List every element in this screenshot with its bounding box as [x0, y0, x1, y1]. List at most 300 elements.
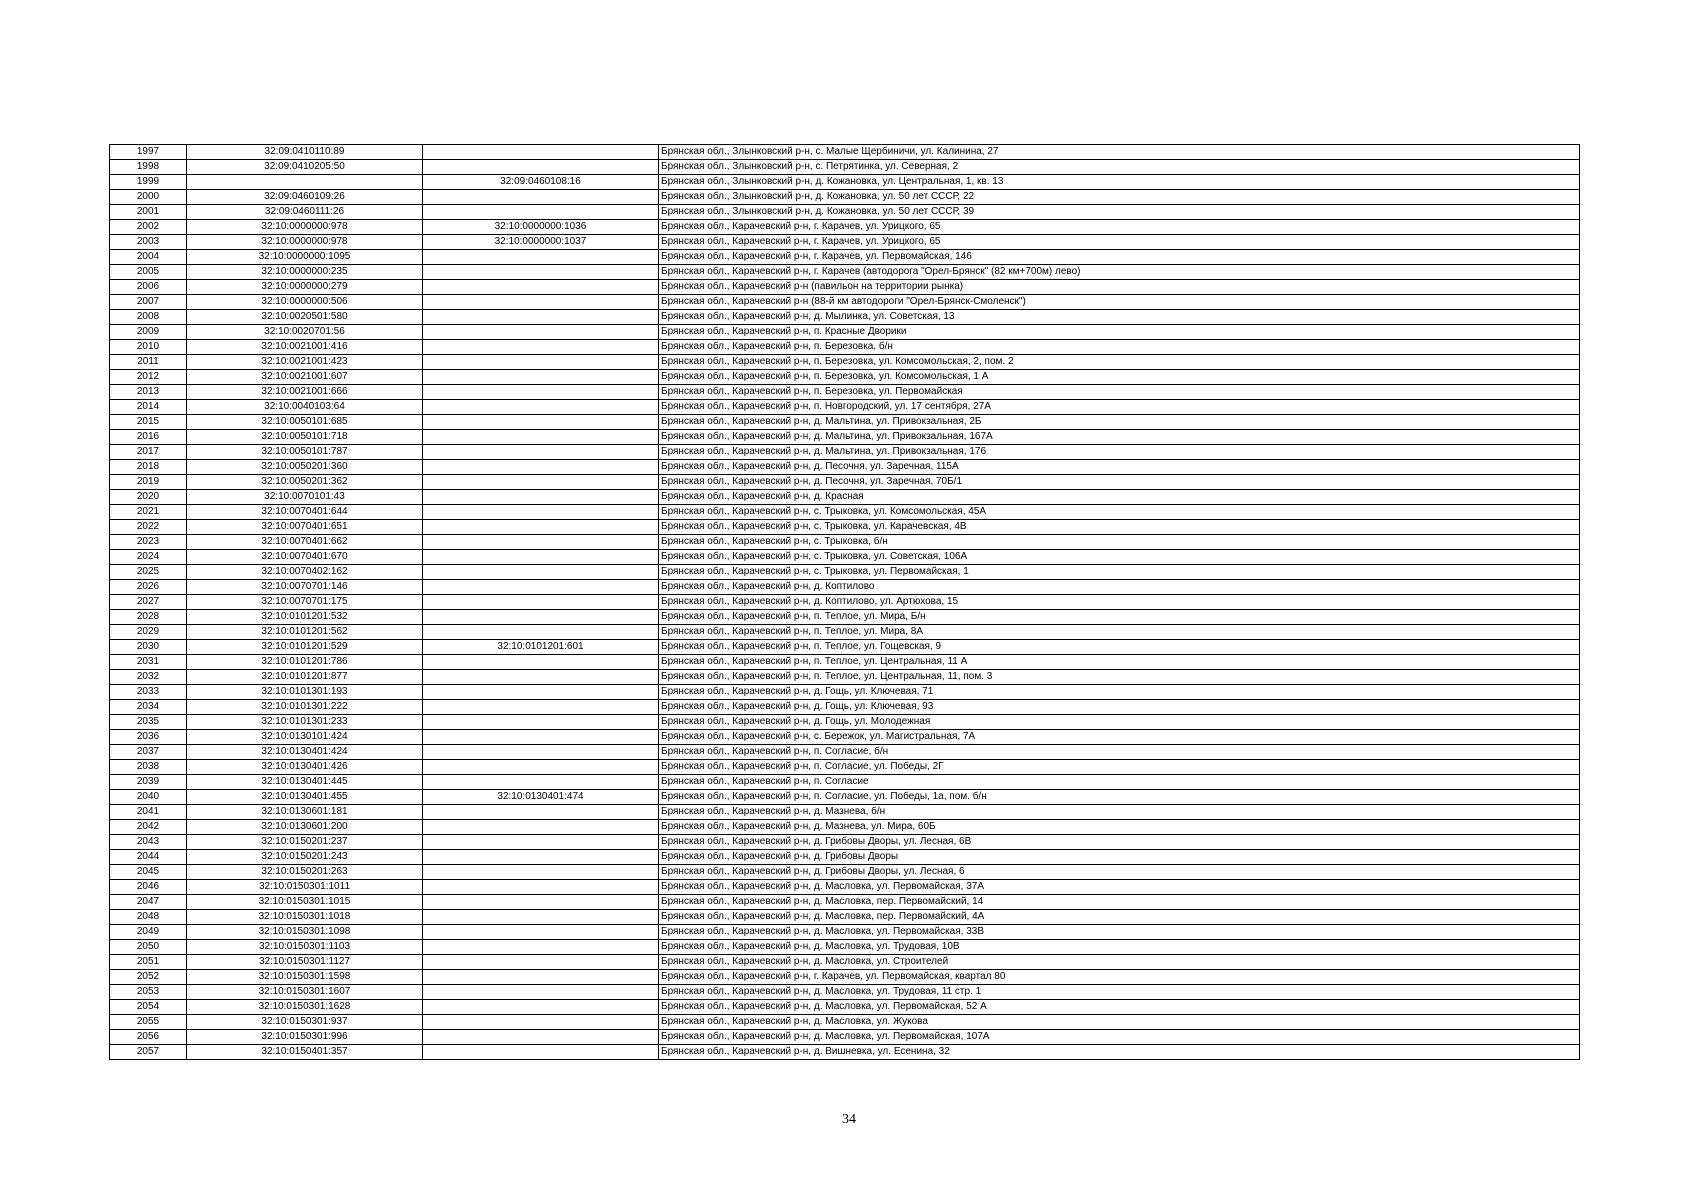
table-row: [110, 190, 1580, 205]
table-row: [110, 595, 1580, 610]
cadastral-number-cell: 32:10:0000000:978: [187, 235, 423, 250]
address-cell: Брянская обл., Карачевский р-н, п. Согласие, ул. Победы, 2Г: [659, 760, 1580, 775]
table-row: [110, 475, 1580, 490]
table-row: [110, 790, 1580, 805]
cadastral-number-cell: 32:10:0130401:445: [187, 775, 423, 790]
table-row: [110, 835, 1580, 850]
address-cell: Брянская обл., Карачевский р-н, д. Масловка, ул. Жукова: [659, 1015, 1580, 1030]
table-row: [110, 490, 1580, 505]
related-cadastral-number-cell: [423, 430, 659, 445]
table-row: [110, 1030, 1580, 1045]
related-cadastral-number-cell: [423, 850, 659, 865]
row-number-cell: 2009: [110, 325, 187, 340]
row-number-cell: 2027: [110, 595, 187, 610]
table-row: [110, 1000, 1580, 1015]
row-number-cell: 2026: [110, 580, 187, 595]
related-cadastral-number-cell: [423, 280, 659, 295]
cadastral-number-cell: 32:10:0130601:181: [187, 805, 423, 820]
related-cadastral-number-cell: [423, 160, 659, 175]
table-row: [110, 820, 1580, 835]
table-row: [110, 430, 1580, 445]
row-number-cell: 1997: [110, 145, 187, 160]
cadastral-number-cell: 32:10:0150301:1015: [187, 895, 423, 910]
address-cell: Брянская обл., Карачевский р-н, д. Мазнева, б/н: [659, 805, 1580, 820]
related-cadastral-number-cell: [423, 595, 659, 610]
row-number-cell: 2004: [110, 250, 187, 265]
table-row: [110, 745, 1580, 760]
related-cadastral-number-cell: [423, 685, 659, 700]
related-cadastral-number-cell: [423, 580, 659, 595]
cadastral-number-cell: 32:10:0101301:222: [187, 700, 423, 715]
cadastral-number-cell: 32:10:0070701:175: [187, 595, 423, 610]
related-cadastral-number-cell: [423, 340, 659, 355]
row-number-cell: 2019: [110, 475, 187, 490]
related-cadastral-number-cell: [423, 535, 659, 550]
address-cell: Брянская обл., Карачевский р-н, п. Согласие, ул. Победы, 1а, пом. б/н: [659, 790, 1580, 805]
related-cadastral-number-cell: [423, 670, 659, 685]
address-cell: Брянская обл., Карачевский р-н, д. Красная: [659, 490, 1580, 505]
address-cell: Брянская обл., Карачевский р-н, п. Березовка, ул. Первомайская: [659, 385, 1580, 400]
address-cell: Брянская обл., Карачевский р-н, п. Новгородский, ул. 17 сентября, 27А: [659, 400, 1580, 415]
row-number-cell: 2052: [110, 970, 187, 985]
address-cell: Брянская обл., Карачевский р-н, д. Масловка, ул. Первомайская, 52 А: [659, 1000, 1580, 1015]
row-number-cell: 2005: [110, 265, 187, 280]
cadastral-number-cell: 32:10:0050101:787: [187, 445, 423, 460]
row-number-cell: 2014: [110, 400, 187, 415]
related-cadastral-number-cell: [423, 985, 659, 1000]
row-number-cell: 2018: [110, 460, 187, 475]
table-row: [110, 460, 1580, 475]
address-cell: Брянская обл., Карачевский р-н, д. Вишневка, ул. Есенина, 32: [659, 1045, 1580, 1060]
row-number-cell: 2010: [110, 340, 187, 355]
table-row: [110, 940, 1580, 955]
related-cadastral-number-cell: [423, 625, 659, 640]
related-cadastral-number-cell: [423, 250, 659, 265]
cadastral-number-cell: 32:10:0070401:662: [187, 535, 423, 550]
table-row: [110, 760, 1580, 775]
address-cell: Брянская обл., Карачевский р-н, д. Гощь, ул. Ключевая, 93: [659, 700, 1580, 715]
address-cell: Брянская обл., Злынковский р-н, с. Малые Щербиничи, ул. Калинина, 27: [659, 145, 1580, 160]
cadastral-number-cell: 32:10:0000000:978: [187, 220, 423, 235]
row-number-cell: 2048: [110, 910, 187, 925]
table-row: [110, 1015, 1580, 1030]
address-cell: Брянская обл., Карачевский р-н, с. Трыковка, ул. Первомайская, 1: [659, 565, 1580, 580]
related-cadastral-number-cell: [423, 460, 659, 475]
cadastral-number-cell: 32:10:0101201:532: [187, 610, 423, 625]
table-row: [110, 520, 1580, 535]
row-number-cell: 2046: [110, 880, 187, 895]
related-cadastral-number-cell: [423, 880, 659, 895]
cadastral-number-cell: 32:10:0070401:644: [187, 505, 423, 520]
address-cell: Брянская обл., Карачевский р-н, д. Масловка, ул. Трудовая, 10В: [659, 940, 1580, 955]
table-row: [110, 850, 1580, 865]
address-cell: Брянская обл., Карачевский р-н, п. Теплое, ул. Центральная, 11, пом. 3: [659, 670, 1580, 685]
cadastral-number-cell: 32:10:0130101:424: [187, 730, 423, 745]
cadastral-number-cell: 32:10:0021001:423: [187, 355, 423, 370]
table-row: [110, 910, 1580, 925]
related-cadastral-number-cell: [423, 310, 659, 325]
row-number-cell: 2031: [110, 655, 187, 670]
cadastral-number-cell: 32:10:0101301:193: [187, 685, 423, 700]
related-cadastral-number-cell: [423, 955, 659, 970]
address-cell: Брянская обл., Карачевский р-н, п. Согласие: [659, 775, 1580, 790]
cadastral-number-cell: 32:10:0040103:64: [187, 400, 423, 415]
cadastral-number-cell: 32:10:0130401:424: [187, 745, 423, 760]
cadastral-number-cell: 32:10:0150201:263: [187, 865, 423, 880]
related-cadastral-number-cell: [423, 370, 659, 385]
cadastral-number-cell: 32:10:0070101:43: [187, 490, 423, 505]
row-number-cell: 2040: [110, 790, 187, 805]
address-cell: Брянская обл., Карачевский р-н, с. Трыковка, ул. Карачевская, 4В: [659, 520, 1580, 535]
address-cell: Брянская обл., Злынковский р-н, д. Кожановка, ул. Центральная, 1, кв. 13: [659, 175, 1580, 190]
cadastral-number-cell: 32:10:0101201:877: [187, 670, 423, 685]
address-cell: Брянская обл., Злынковский р-н, с. Петрятинка, ул. Северная, 2: [659, 160, 1580, 175]
property-register-table: [109, 144, 1580, 1060]
related-cadastral-number-cell: [423, 820, 659, 835]
table-row: [110, 970, 1580, 985]
cadastral-number-cell: 32:09:0460109:26: [187, 190, 423, 205]
cadastral-number-cell: 32:10:0130401:455: [187, 790, 423, 805]
related-cadastral-number-cell: [423, 490, 659, 505]
cadastral-number-cell: 32:10:0021001:666: [187, 385, 423, 400]
table-row: [110, 445, 1580, 460]
row-number-cell: 2044: [110, 850, 187, 865]
row-number-cell: 2050: [110, 940, 187, 955]
row-number-cell: 2022: [110, 520, 187, 535]
related-cadastral-number-cell: 32:10:0000000:1037: [423, 235, 659, 250]
address-cell: Брянская обл., Карачевский р-н, п. Березовка, ул. Комсомольская, 1 А: [659, 370, 1580, 385]
table-row: [110, 250, 1580, 265]
table-row: [110, 580, 1580, 595]
address-cell: Брянская обл., Карачевский р-н, д. Мальтина, ул. Привокзальная, 176: [659, 445, 1580, 460]
cadastral-number-cell: 32:10:0070401:670: [187, 550, 423, 565]
address-cell: Брянская обл., Карачевский р-н, д. Масловка, пер. Первомайский, 4А: [659, 910, 1580, 925]
address-cell: Брянская обл., Карачевский р-н, с. Трыковка, б/н: [659, 535, 1580, 550]
table-row: [110, 205, 1580, 220]
row-number-cell: 2029: [110, 625, 187, 640]
table-row: [110, 685, 1580, 700]
table-row: [110, 610, 1580, 625]
cadastral-number-cell: 32:10:0150301:937: [187, 1015, 423, 1030]
address-cell: Брянская обл., Карачевский р-н, д. Мылинка, ул. Советская, 13: [659, 310, 1580, 325]
address-cell: Брянская обл., Карачевский р-н, д. Мазнева, ул. Мира, 60Б: [659, 820, 1580, 835]
row-number-cell: 2055: [110, 1015, 187, 1030]
row-number-cell: 2032: [110, 670, 187, 685]
table-row: [110, 955, 1580, 970]
table-row: [110, 325, 1580, 340]
related-cadastral-number-cell: [423, 835, 659, 850]
cadastral-number-cell: 32:10:0101201:529: [187, 640, 423, 655]
cadastral-number-cell: 32:10:0070701:146: [187, 580, 423, 595]
row-number-cell: 2015: [110, 415, 187, 430]
cadastral-number-cell: 32:10:0130401:426: [187, 760, 423, 775]
table-row: [110, 340, 1580, 355]
related-cadastral-number-cell: 32:10:0000000:1036: [423, 220, 659, 235]
row-number-cell: 2003: [110, 235, 187, 250]
related-cadastral-number-cell: [423, 715, 659, 730]
row-number-cell: 2000: [110, 190, 187, 205]
table-row: [110, 235, 1580, 250]
table-row: [110, 925, 1580, 940]
row-number-cell: 2023: [110, 535, 187, 550]
address-cell: Брянская обл., Карачевский р-н, д. Мальтина, ул. Привокзальная, 2Б: [659, 415, 1580, 430]
address-cell: Брянская обл., Карачевский р-н, с. Трыковка, ул. Советская, 106А: [659, 550, 1580, 565]
row-number-cell: 2025: [110, 565, 187, 580]
address-cell: Брянская обл., Карачевский р-н, п. Красные Дворики: [659, 325, 1580, 340]
row-number-cell: 1999: [110, 175, 187, 190]
cadastral-number-cell: 32:10:0150301:1607: [187, 985, 423, 1000]
related-cadastral-number-cell: [423, 775, 659, 790]
address-cell: Брянская обл., Карачевский р-н, д. Масловка, ул. Первомайская, 107А: [659, 1030, 1580, 1045]
row-number-cell: 2013: [110, 385, 187, 400]
table-row: [110, 640, 1580, 655]
row-number-cell: 2035: [110, 715, 187, 730]
register-body: [110, 145, 1580, 1060]
address-cell: Брянская обл., Карачевский р-н, п. Теплое, ул. Мира, Б/н: [659, 610, 1580, 625]
related-cadastral-number-cell: [423, 1030, 659, 1045]
row-number-cell: 2002: [110, 220, 187, 235]
row-number-cell: 2053: [110, 985, 187, 1000]
row-number-cell: 2047: [110, 895, 187, 910]
cadastral-number-cell: 32:10:0000000:506: [187, 295, 423, 310]
row-number-cell: 2043: [110, 835, 187, 850]
address-cell: Брянская обл., Карачевский р-н, г. Карачев, ул. Первомайская, 146: [659, 250, 1580, 265]
cadastral-number-cell: 32:10:0020701:56: [187, 325, 423, 340]
cadastral-number-cell: 32:10:0070401:651: [187, 520, 423, 535]
related-cadastral-number-cell: [423, 655, 659, 670]
row-number-cell: 2036: [110, 730, 187, 745]
address-cell: Брянская обл., Карачевский р-н, г. Карачев, ул. Урицкого, 65: [659, 235, 1580, 250]
related-cadastral-number-cell: [423, 940, 659, 955]
related-cadastral-number-cell: 32:10:0101201:601: [423, 640, 659, 655]
cadastral-number-cell: 32:10:0130601:200: [187, 820, 423, 835]
cadastral-number-cell: 32:09:0410205:50: [187, 160, 423, 175]
table-row: [110, 730, 1580, 745]
row-number-cell: 2008: [110, 310, 187, 325]
table-row: [110, 295, 1580, 310]
address-cell: Брянская обл., Карачевский р-н, д. Песочня, ул. Заречная, 115А: [659, 460, 1580, 475]
cadastral-number-cell: 32:10:0150301:1127: [187, 955, 423, 970]
related-cadastral-number-cell: [423, 895, 659, 910]
page-number: 34: [842, 1112, 856, 1127]
row-number-cell: 2007: [110, 295, 187, 310]
related-cadastral-number-cell: [423, 865, 659, 880]
cadastral-number-cell: 32:10:0000000:279: [187, 280, 423, 295]
address-cell: Брянская обл., Карачевский р-н, с. Бережок, ул. Магистральная, 7А: [659, 730, 1580, 745]
related-cadastral-number-cell: [423, 205, 659, 220]
related-cadastral-number-cell: [423, 355, 659, 370]
row-number-cell: 2021: [110, 505, 187, 520]
related-cadastral-number-cell: [423, 610, 659, 625]
table-row: [110, 280, 1580, 295]
cadastral-number-cell: 32:10:0150301:1018: [187, 910, 423, 925]
related-cadastral-number-cell: [423, 745, 659, 760]
table-row: [110, 805, 1580, 820]
table-row: [110, 535, 1580, 550]
address-cell: Брянская обл., Карачевский р-н, п. Теплое, ул. Центральная, 11 А: [659, 655, 1580, 670]
table-row: [110, 880, 1580, 895]
address-cell: Брянская обл., Карачевский р-н, г. Карачев, ул. Урицкого, 65: [659, 220, 1580, 235]
address-cell: Брянская обл., Карачевский р-н, п. Теплое, ул. Мира, 8А: [659, 625, 1580, 640]
table-row: [110, 670, 1580, 685]
related-cadastral-number-cell: [423, 475, 659, 490]
related-cadastral-number-cell: [423, 265, 659, 280]
cadastral-number-cell: [187, 175, 423, 190]
address-cell: Брянская обл., Карачевский р-н, г. Карачев, ул. Первомайская, квартал 80: [659, 970, 1580, 985]
cadastral-number-cell: 32:10:0150301:1011: [187, 880, 423, 895]
table-row: [110, 625, 1580, 640]
related-cadastral-number-cell: [423, 925, 659, 940]
cadastral-number-cell: 32:09:0460111:26: [187, 205, 423, 220]
row-number-cell: 2012: [110, 370, 187, 385]
table-row: [110, 505, 1580, 520]
address-cell: Брянская обл., Карачевский р-н, с. Трыковка, ул. Комсомольская, 45А: [659, 505, 1580, 520]
address-cell: Брянская обл., Карачевский р-н, г. Карачев (автодорога "Орел-Брянск" (82 км+700м) лево): [659, 265, 1580, 280]
table-row: [110, 175, 1580, 190]
cadastral-number-cell: 32:10:0150301:1103: [187, 940, 423, 955]
table-row: [110, 565, 1580, 580]
table-row: [110, 220, 1580, 235]
row-number-cell: 2020: [110, 490, 187, 505]
table-row: [110, 265, 1580, 280]
table-row: [110, 865, 1580, 880]
address-cell: Брянская обл., Карачевский р-н (88-й км автодороги "Орел-Брянск-Смоленск"): [659, 295, 1580, 310]
address-cell: Брянская обл., Карачевский р-н, д. Масловка, ул. Строителей: [659, 955, 1580, 970]
cadastral-number-cell: 32:09:0410110:89: [187, 145, 423, 160]
cadastral-number-cell: 32:10:0050201:362: [187, 475, 423, 490]
cadastral-number-cell: 32:10:0050101:718: [187, 430, 423, 445]
related-cadastral-number-cell: [423, 295, 659, 310]
address-cell: Брянская обл., Карачевский р-н, п. Согласие, б/н: [659, 745, 1580, 760]
related-cadastral-number-cell: [423, 760, 659, 775]
cadastral-number-cell: 32:10:0150301:1098: [187, 925, 423, 940]
row-number-cell: 2017: [110, 445, 187, 460]
cadastral-number-cell: 32:10:0000000:235: [187, 265, 423, 280]
related-cadastral-number-cell: [423, 565, 659, 580]
row-number-cell: 2054: [110, 1000, 187, 1015]
address-cell: Брянская обл., Карачевский р-н, п. Березовка, б/н: [659, 340, 1580, 355]
table-row: [110, 370, 1580, 385]
row-number-cell: 2037: [110, 745, 187, 760]
cadastral-number-cell: 32:10:0150301:1598: [187, 970, 423, 985]
row-number-cell: 2030: [110, 640, 187, 655]
related-cadastral-number-cell: [423, 325, 659, 340]
table-row: [110, 385, 1580, 400]
row-number-cell: 2001: [110, 205, 187, 220]
cadastral-number-cell: 32:10:0150201:237: [187, 835, 423, 850]
related-cadastral-number-cell: [423, 445, 659, 460]
related-cadastral-number-cell: [423, 385, 659, 400]
address-cell: Брянская обл., Карачевский р-н, д. Грибовы Дворы, ул. Лесная, 6: [659, 865, 1580, 880]
address-cell: Брянская обл., Карачевский р-н, д. Песочня, ул. Заречная, 70Б/1: [659, 475, 1580, 490]
table-row: [110, 160, 1580, 175]
table-row: [110, 985, 1580, 1000]
table-row: [110, 895, 1580, 910]
related-cadastral-number-cell: [423, 730, 659, 745]
related-cadastral-number-cell: 32:10:0130401:474: [423, 790, 659, 805]
related-cadastral-number-cell: [423, 520, 659, 535]
row-number-cell: 2011: [110, 355, 187, 370]
related-cadastral-number-cell: [423, 970, 659, 985]
related-cadastral-number-cell: [423, 400, 659, 415]
related-cadastral-number-cell: 32:09:0460108:16: [423, 175, 659, 190]
address-cell: Брянская обл., Карачевский р-н, д. Мальтина, ул. Привокзальная, 167А: [659, 430, 1580, 445]
row-number-cell: 2006: [110, 280, 187, 295]
address-cell: Брянская обл., Карачевский р-н, д. Масловка, ул. Первомайская, 33В: [659, 925, 1580, 940]
address-cell: Брянская обл., Карачевский р-н, д. Коптилово, ул. Артюхова, 15: [659, 595, 1580, 610]
cadastral-number-cell: 32:10:0101301:233: [187, 715, 423, 730]
address-cell: Брянская обл., Карачевский р-н, д. Масловка, ул. Первомайская, 37А: [659, 880, 1580, 895]
table-row: [110, 550, 1580, 565]
row-number-cell: 2024: [110, 550, 187, 565]
cadastral-number-cell: 32:10:0021001:416: [187, 340, 423, 355]
row-number-cell: 2038: [110, 760, 187, 775]
address-cell: Брянская обл., Карачевский р-н, д. Масловка, ул. Трудовая, 11 стр. 1: [659, 985, 1580, 1000]
table-row: [110, 145, 1580, 160]
related-cadastral-number-cell: [423, 505, 659, 520]
table-row: [110, 1045, 1580, 1060]
row-number-cell: 1998: [110, 160, 187, 175]
cadastral-number-cell: 32:10:0101201:786: [187, 655, 423, 670]
address-cell: Брянская обл., Карачевский р-н, д. Грибовы Дворы: [659, 850, 1580, 865]
table-row: [110, 400, 1580, 415]
row-number-cell: 2033: [110, 685, 187, 700]
cadastral-number-cell: 32:10:0150301:996: [187, 1030, 423, 1045]
address-cell: Брянская обл., Карачевский р-н, п. Теплое, ул. Гощевская, 9: [659, 640, 1580, 655]
address-cell: Брянская обл., Карачевский р-н, д. Коптилово: [659, 580, 1580, 595]
related-cadastral-number-cell: [423, 550, 659, 565]
related-cadastral-number-cell: [423, 910, 659, 925]
address-cell: Брянская обл., Карачевский р-н, д. Грибовы Дворы, ул. Лесная, 6В: [659, 835, 1580, 850]
table-row: [110, 310, 1580, 325]
row-number-cell: 2056: [110, 1030, 187, 1045]
related-cadastral-number-cell: [423, 1000, 659, 1015]
row-number-cell: 2049: [110, 925, 187, 940]
row-number-cell: 2028: [110, 610, 187, 625]
row-number-cell: 2034: [110, 700, 187, 715]
table-row: [110, 700, 1580, 715]
table-row: [110, 655, 1580, 670]
row-number-cell: 2045: [110, 865, 187, 880]
related-cadastral-number-cell: [423, 415, 659, 430]
table-row: [110, 355, 1580, 370]
related-cadastral-number-cell: [423, 190, 659, 205]
row-number-cell: 2039: [110, 775, 187, 790]
cadastral-number-cell: 32:10:0021001:607: [187, 370, 423, 385]
cadastral-number-cell: 32:10:0050201:360: [187, 460, 423, 475]
row-number-cell: 2051: [110, 955, 187, 970]
row-number-cell: 2042: [110, 820, 187, 835]
cadastral-number-cell: 32:10:0150301:1628: [187, 1000, 423, 1015]
address-cell: Брянская обл., Карачевский р-н, п. Березовка, ул. Комсомольская, 2, пом. 2: [659, 355, 1580, 370]
related-cadastral-number-cell: [423, 145, 659, 160]
cadastral-number-cell: 32:10:0150401:357: [187, 1045, 423, 1060]
related-cadastral-number-cell: [423, 1015, 659, 1030]
related-cadastral-number-cell: [423, 1045, 659, 1060]
row-number-cell: 2057: [110, 1045, 187, 1060]
cadastral-number-cell: 32:10:0020501:580: [187, 310, 423, 325]
related-cadastral-number-cell: [423, 700, 659, 715]
related-cadastral-number-cell: [423, 805, 659, 820]
table-row: [110, 415, 1580, 430]
table-row: [110, 775, 1580, 790]
address-cell: Брянская обл., Карачевский р-н, д. Масловка, пер. Первомайский, 14: [659, 895, 1580, 910]
cadastral-number-cell: 32:10:0000000:1095: [187, 250, 423, 265]
cadastral-number-cell: 32:10:0050101:685: [187, 415, 423, 430]
address-cell: Брянская обл., Карачевский р-н, д. Гощь, ул. Ключевая, 71: [659, 685, 1580, 700]
address-cell: Брянская обл., Карачевский р-н (павильон на территории рынка): [659, 280, 1580, 295]
address-cell: Брянская обл., Злынковский р-н, д. Кожановка, ул. 50 лет СССР, 22: [659, 190, 1580, 205]
